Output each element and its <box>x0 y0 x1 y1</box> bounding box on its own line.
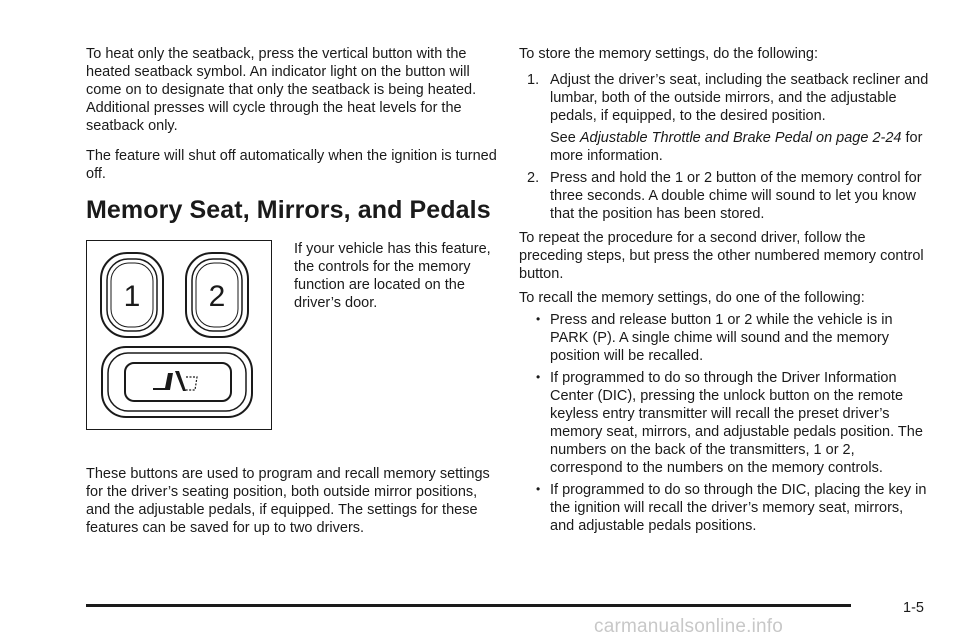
bullet-icon: • <box>536 482 541 496</box>
figure-row <box>86 240 501 445</box>
see-reference-link[interactable]: Adjustable Throttle and Brake Pedal on page 2-24 <box>579 130 902 146</box>
page-number: 1-5 <box>903 600 924 616</box>
step-item <box>519 71 929 165</box>
paragraph-auto-shutoff: The feature will shut off automatically when the ignition is turned off. <box>86 148 497 182</box>
memory-button-2-label: 2 <box>208 280 226 313</box>
list-item <box>519 311 929 365</box>
bullet-icon: • <box>536 312 541 326</box>
bullet-text: If programmed to do so through the Driver Information Center (DIC), pressing the unlock button on the remote keyless entry transmitter will recall the preset driver’s memory seat, mirrors, and adjustable pedals position. The numbers on the back of the transmitters, 1 or 2, correspond to the numbers on the memory controls. <box>550 370 923 476</box>
paragraph-buttons-purpose: These buttons are used to program and recall memory settings for the driver’s seating position, both outside mirror positions, and the adjustable pedals, if equipped. The settings for these features can be saved for up to two drivers. <box>86 466 490 536</box>
seat-memory-icon <box>153 371 197 391</box>
recall-options <box>519 311 929 535</box>
memory-button-1-label: 1 <box>123 280 141 313</box>
step-text: Press and hold the 1 or 2 button of the memory control for three seconds. A double chime will sound to let you know that the position has been stored. <box>550 170 922 222</box>
memory-controls-illustration <box>87 241 270 428</box>
step-text: Adjust the driver’s seat, including the seatback recliner and lumbar, both of the outside mirrors, and the adjustable pedals, if equipped, to the desired position. <box>550 72 929 124</box>
see-suffix: for more information. <box>550 130 923 164</box>
step-number: 1. <box>527 72 540 88</box>
figure-caption: If your vehicle has this feature, the controls for the memory function are located on the driver’s door. <box>294 241 491 311</box>
memory-button-1 <box>101 253 163 337</box>
footer-rule <box>86 604 851 607</box>
step-item <box>519 169 929 223</box>
step-see-reference <box>550 129 929 165</box>
step-number: 2. <box>527 170 540 186</box>
see-prefix: See <box>550 130 580 146</box>
store-intro: To store the memory settings, do the following: <box>519 46 819 62</box>
right-column <box>519 45 929 539</box>
memory-button-2 <box>186 253 248 337</box>
memory-controls-figure <box>86 240 272 430</box>
seat-memory-button <box>102 347 252 417</box>
list-item <box>519 481 929 535</box>
section-heading: Memory Seat, Mirrors, and Pedals <box>86 196 491 224</box>
recall-intro: To recall the memory settings, do one of the following: <box>519 290 865 306</box>
paragraph-seatback-heat: To heat only the seatback, press the vertical button with the heated seatback symbol. An indicator light on the button will come on to designate that only the seatback is being heated. Additional presses will cycle through the heat levels for the seatback only. <box>86 46 477 134</box>
bullet-text: If programmed to do so through the DIC, placing the key in the ignition will recall the driver’s memory seat, mirrors, and adjustable pedals positions. <box>550 482 927 534</box>
bullet-icon: • <box>536 370 541 384</box>
left-column <box>86 45 501 549</box>
list-item <box>519 369 929 477</box>
watermark: carmanualsonline.info <box>594 616 784 637</box>
repeat-paragraph: To repeat the procedure for a second driver, follow the preceding steps, but press the other numbered memory control button. <box>519 230 924 282</box>
store-steps <box>519 71 929 223</box>
bullet-text: Press and release button 1 or 2 while the vehicle is in PARK (P). A single chime will sound and the memory position will be recalled. <box>550 312 893 364</box>
